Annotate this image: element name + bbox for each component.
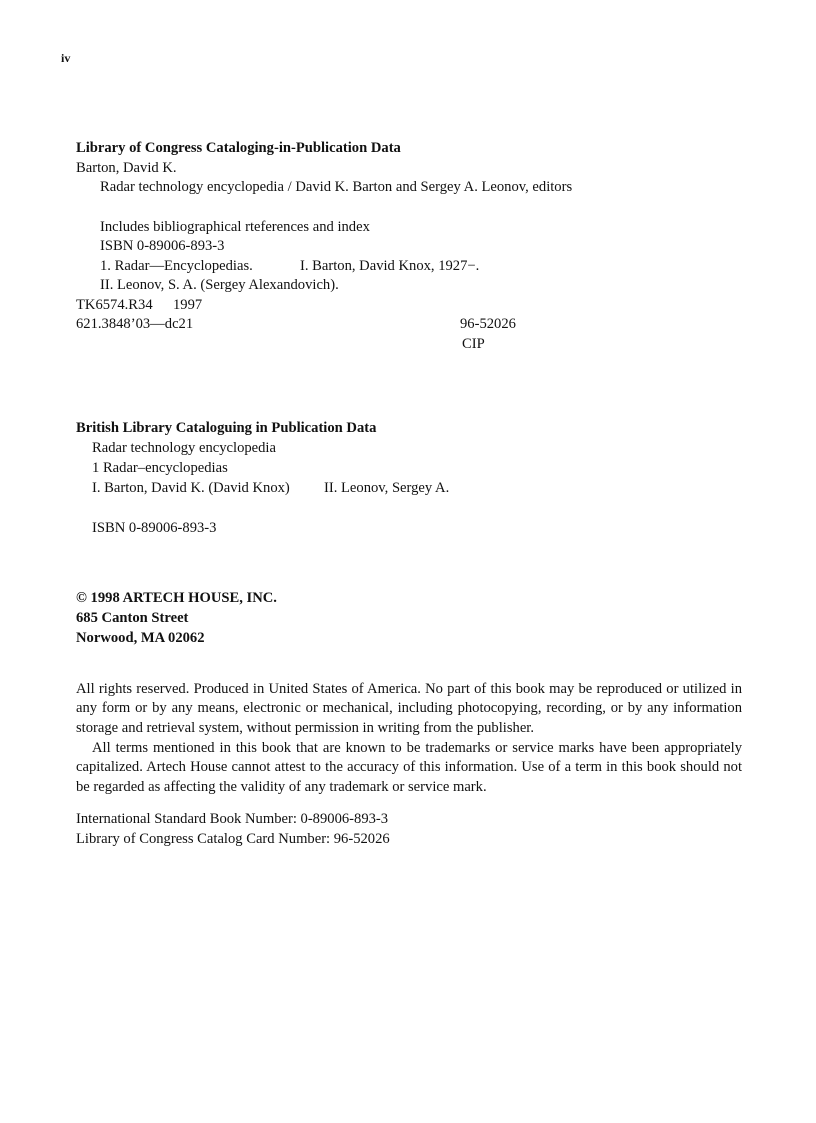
loc-includes: Includes bibliographical rteferences and index — [100, 219, 370, 235]
bl-isbn: ISBN 0-89006-893-3 — [92, 520, 217, 536]
rights-paragraph-2 — [76, 739, 742, 797]
rights-paragraph-2-text: All terms mentioned in this book that are known to be trademarks or service marks have been appropriately capitalized. Artech House cannot attest to the accuracy of this information. Use of a term in this book should not be regarded as affecting the validity of any trademark or service mark. — [76, 740, 742, 795]
loc-isbn: ISBN 0-89006-893-3 — [100, 238, 225, 254]
bl-title: Radar technology encyclopedia — [92, 440, 276, 456]
loc-call-number: TK6574.R34 — [76, 297, 153, 313]
bl-subject: 1 Radar–encyclopedias — [92, 460, 228, 476]
bl-added-entry-2: II. Leonov, Sergey A. — [324, 480, 450, 496]
loc-subject-1: 1. Radar—Encyclopedias. — [100, 258, 253, 274]
rights-paragraph-1 — [76, 680, 742, 738]
bl-added-entry-1: I. Barton, David K. (David Knox) — [92, 480, 290, 496]
loc-lccn: 96-52026 — [460, 316, 516, 332]
copyright-line: © 1998 ARTECH HOUSE, INC. — [76, 590, 277, 606]
loc-dewey: 621.3848’03—dc21 — [76, 316, 194, 332]
page-number: iv — [61, 51, 71, 65]
loc-author: Barton, David K. — [76, 160, 177, 176]
isbn-number-line: International Standard Book Number: 0-89006-893-3 — [76, 811, 389, 827]
loc-call-year: 1997 — [173, 297, 203, 313]
loc-added-entry-2: II. Leonov, S. A. (Sergey Alexandovich). — [100, 277, 339, 293]
publisher-street: 685 Canton Street — [76, 610, 189, 626]
lccn-number-line: Library of Congress Catalog Card Number: 96-52026 — [76, 831, 390, 847]
rights-paragraph-1-text: All rights reserved. Produced in United States of America. No part of this book may be reproduced or utilized in any form or by any means, electronic or mechanical, including photocopying, recording, or by any information storage and retrieval system, without permission in writing from the publisher. — [76, 681, 742, 736]
bl-heading: British Library Cataloguing in Publication Data — [76, 420, 377, 436]
publisher-city: Norwood, MA 02062 — [76, 630, 205, 646]
loc-title-line: Radar technology encyclopedia / David K. Barton and Sergey A. Leonov, editors — [100, 179, 573, 195]
loc-heading: Library of Congress Cataloging-in-Publication Data — [76, 140, 401, 156]
loc-cip: CIP — [462, 336, 485, 352]
loc-added-entry-1: I. Barton, David Knox, 1927−. — [300, 258, 480, 274]
